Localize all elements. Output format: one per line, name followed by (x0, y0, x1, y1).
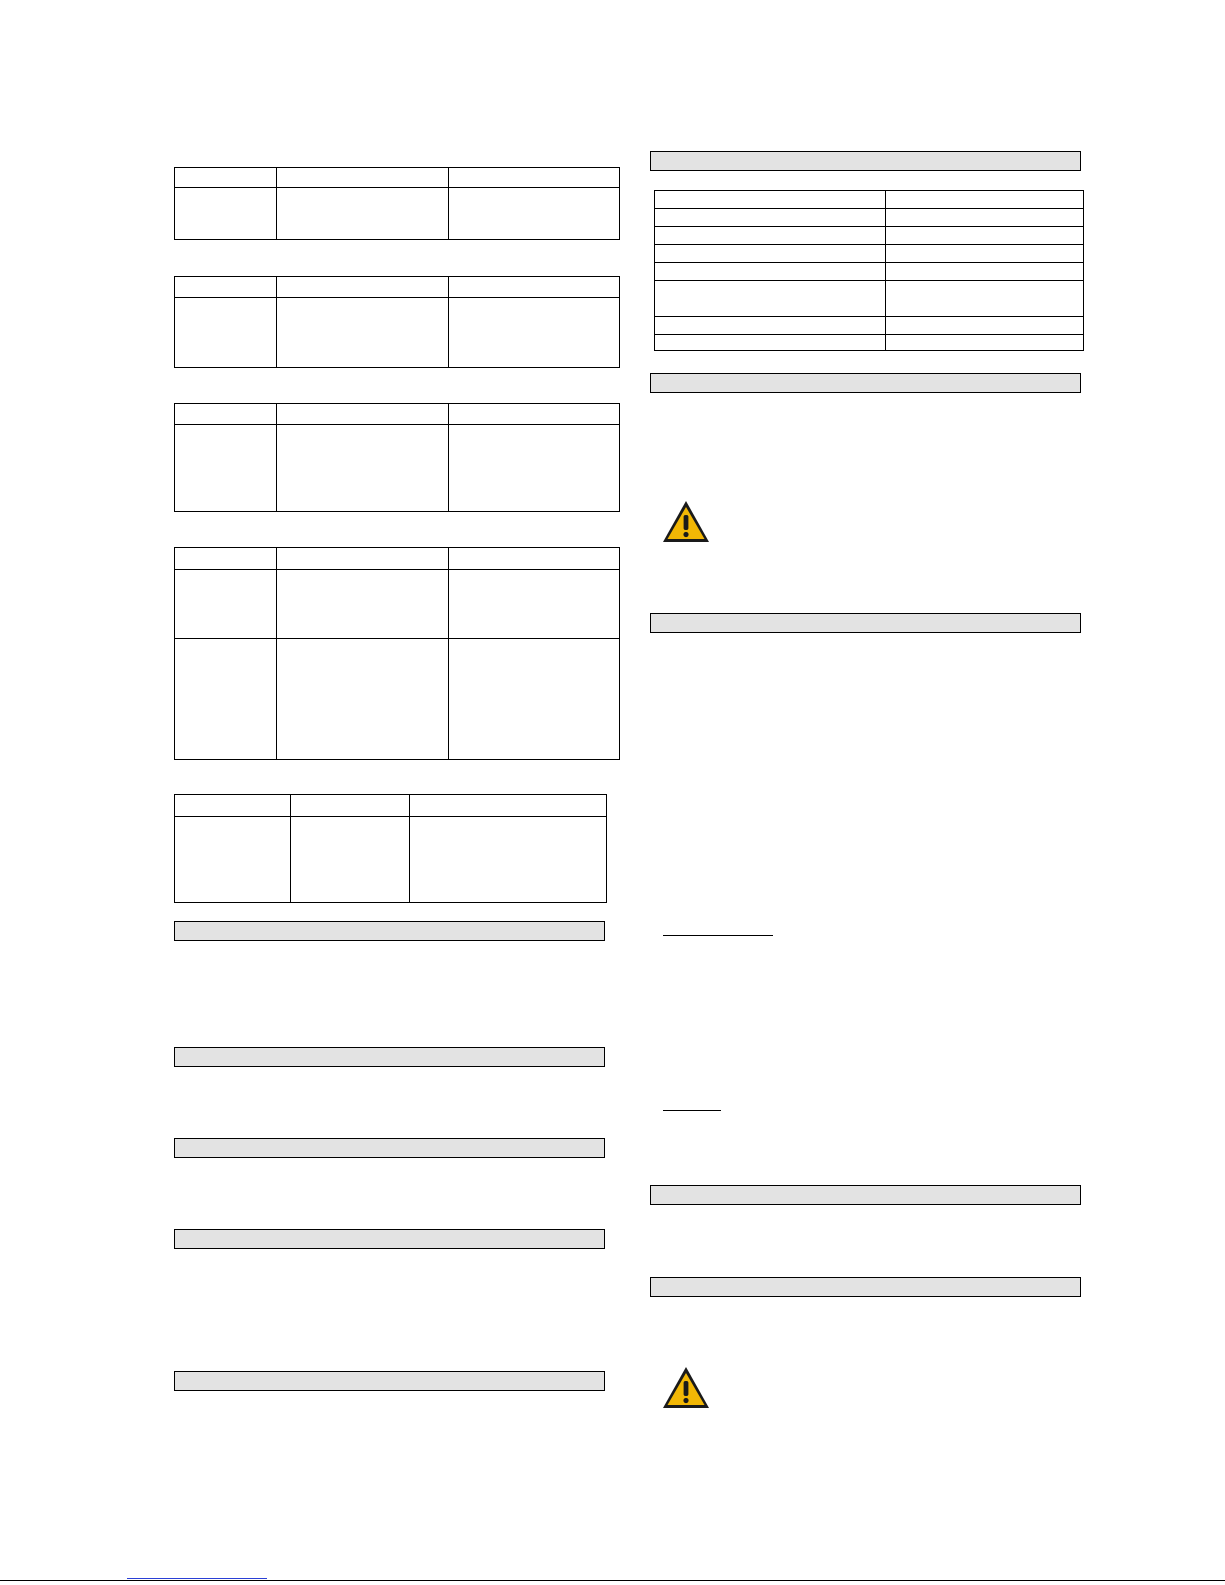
spec-table-2 (174, 276, 620, 368)
table-row (175, 817, 607, 903)
warning-triangle-icon (661, 499, 711, 544)
table-cell (449, 298, 620, 368)
table-cell (655, 245, 886, 263)
table-cell (410, 817, 607, 903)
table-cell (291, 795, 410, 817)
table-cell (175, 548, 277, 570)
table-cell (449, 188, 620, 240)
table-cell (449, 404, 620, 425)
warning-triangle-icon (661, 1365, 711, 1410)
table-cell (655, 209, 886, 227)
table-row (655, 263, 1084, 281)
table-cell (277, 168, 449, 188)
section-header (650, 151, 1081, 171)
underlined-heading (663, 1110, 721, 1111)
table-cell (449, 639, 620, 760)
footer-link[interactable] (127, 1578, 267, 1579)
table-header-row (175, 404, 620, 425)
table-cell (175, 168, 277, 188)
table-row (655, 245, 1084, 263)
section-header (650, 1185, 1081, 1205)
section-header (174, 1229, 605, 1249)
section-header (174, 1138, 605, 1158)
table-cell (886, 209, 1084, 227)
table-cell (449, 548, 620, 570)
table-row (175, 425, 620, 512)
table-cell (175, 425, 277, 512)
table-cell (277, 277, 449, 298)
table-row (655, 191, 1084, 209)
spec-table-1 (174, 167, 620, 240)
table-cell (277, 570, 449, 639)
table-row (175, 570, 620, 639)
table-cell (886, 317, 1084, 335)
table-cell (175, 795, 291, 817)
underlined-heading (663, 935, 773, 936)
table-cell (175, 639, 277, 760)
table-cell (886, 191, 1084, 209)
table-cell (886, 227, 1084, 245)
table-header-row (175, 795, 607, 817)
table-cell (655, 263, 886, 281)
footer-divider (0, 1580, 1225, 1581)
table-row (655, 227, 1084, 245)
section-header (650, 613, 1081, 633)
table-cell (410, 795, 607, 817)
table-header-row (175, 548, 620, 570)
section-header (650, 373, 1081, 393)
table-cell (655, 281, 886, 317)
table-row (175, 639, 620, 760)
section-header (174, 1047, 605, 1067)
table-header-row (175, 168, 620, 188)
table-cell (655, 317, 886, 335)
table-cell (886, 245, 1084, 263)
table-cell (175, 298, 277, 368)
table-cell (175, 188, 277, 240)
table-cell (449, 425, 620, 512)
table-cell (449, 570, 620, 639)
table-cell (655, 227, 886, 245)
table-row (655, 281, 1084, 317)
table-cell (449, 168, 620, 188)
table-cell (277, 188, 449, 240)
table-row (655, 209, 1084, 227)
table-cell (175, 570, 277, 639)
table-cell (277, 404, 449, 425)
section-header (174, 921, 605, 941)
table-cell (277, 639, 449, 760)
table-cell (449, 277, 620, 298)
table-cell (291, 817, 410, 903)
table-cell (886, 335, 1084, 351)
table-cell (277, 298, 449, 368)
table-row (175, 188, 620, 240)
table-cell (655, 335, 886, 351)
table-cell (277, 425, 449, 512)
spec-table-4 (174, 547, 620, 760)
section-header (174, 1371, 605, 1391)
spec-table-3 (174, 403, 620, 512)
table-cell (175, 277, 277, 298)
table-header-row (175, 277, 620, 298)
spec-table-5 (174, 794, 607, 903)
section-header (650, 1277, 1081, 1297)
spec-table-right (654, 190, 1084, 351)
table-cell (175, 817, 291, 903)
table-row (655, 317, 1084, 335)
table-cell (175, 404, 277, 425)
table-cell (886, 281, 1084, 317)
table-cell (655, 191, 886, 209)
table-row (175, 298, 620, 368)
table-row (655, 335, 1084, 351)
table-cell (277, 548, 449, 570)
table-cell (886, 263, 1084, 281)
